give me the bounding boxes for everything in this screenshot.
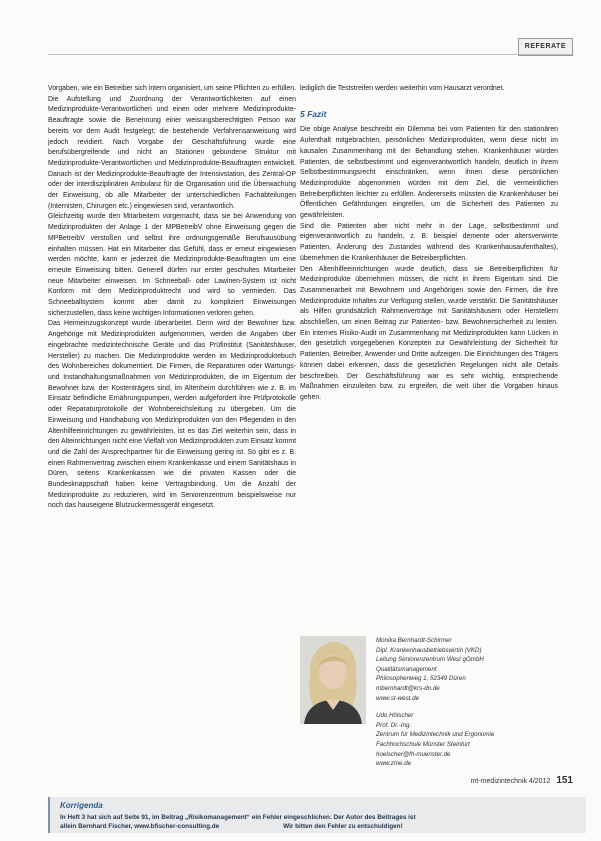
right-intro-paragraph: lediglich die Teststreifen werden weiterhin vom Hausarzt verordnet.	[300, 85, 505, 92]
section-heading-fazit: 5 Fazit	[300, 108, 327, 119]
right-paragraph-2: Sind die Patienten aber nicht mehr in der Lage, selbstbestimmt und eigenverantwortlich zu handeln, z. B. beispiel demente oder altersverwirrte Patienten, Änderung des Zustandes während des Krankenhausaufenthaltes), übernehmen die Krankenhäuser die Betreiberpflichten.	[300, 222, 558, 262]
left-paragraph-1: Vorgaben, wie ein Betreiber sich intern organisiert, um seine Pflichten zu erfüllen. Die Aufstellung und Zuordnung der Verantwortlichkeiten auf einen Medizinprodukte-Verantwortlichen und einen oder mehrere Medizinprodukte-Beauftragte sowie die Benennung einer weisungsberechtigten Person war bereits vor dem Audit festgelegt; die bestehende Verfahrensanweisung wird jedoch revidiert. Nach Vorgabe der Geschäftsführung wurde eine berufsübergreifende und nicht an Stationen gebundene Struktur mit Medizinprodukte-Verantwortlichen und Medizinprodukte-Beauftragten entwickelt. Danach ist der Medizinprodukte-Beauftragte der Intensivstation, des Zentral-OP oder der interdisziplinären Ambulanz für die Organisation und die Überwachung der Einweisung, ob alle Mitarbeiter der unterschiedlichen Fachabteilungen (Internisten, Chirurgen etc.) eingewiesen sind, verantwortlich.	[48, 85, 296, 210]
author-2-email: hoelscher@fh-muenster.de	[376, 750, 451, 758]
page-number: 151	[556, 775, 573, 786]
journal-name: mt-medizintechnik 4/2012	[470, 778, 551, 785]
left-column	[48, 84, 296, 512]
author-1-department: Qualitätsmanagement	[376, 665, 437, 673]
author-1-address: Philosophenweg 1, 52349 Düren	[376, 675, 466, 683]
author-1	[376, 636, 566, 703]
left-paragraph-2: Gleichzeitig wurde den Mitarbeitern vorgemacht, dass sie bei Anwendung von Medizinprodukten der Anlage 1 der MPBetreibV ohne Einweisung gegen die MPBetreibV verstoßen und selbst ihre ordnungsgemäße Berufsausübung einhalten müssen. Hat ein Mitarbeiter das Gefühl, dass er erneut eingewiesen werden möchte, kann er jederzeit die Medizinprodukte-Beauftragten um eine erneute Einweisung bitten. Generell dürfen nur erster geschultes Mitarbeiter neue Mitarbeiter einweisen. Im Schneeball- oder Lawinen-System ist nicht Konform mit dem Medizinproduktrecht und wird so vermieden. Das Schneeballsystem kommt aber damit zu kompliziert Einweisungen sicherzustellen, dass keine wichtigen Informationen verloren gehen.	[48, 213, 296, 317]
author-2-website: www.zme.de	[376, 760, 412, 768]
author-info	[376, 636, 566, 777]
right-paragraph-1: Die obige Analyse beschreibt ein Dilemma bei vom Patienten für den stationären Aufenthalt mitgebrachten, persönlichen Medizinprodukten, wenn diese nicht im kausalen Zusammenhang mit der Behandlung stehen. Krankenhäuser würden Patienten, die selbstbestimmt und eigenverantwortlich handeln, deutlich in ihrem Selbstbestimmungsrecht einschränken, wenn ihnen diese persönlichen Medizinprodukte abgenommen würden mit dem Ziel, die vermeintlichen Betreiberpflichten leichter zu erfüllen. Andererseits müssten die Krankenhäuser bei Öffentlichen Gefährdungen eingreifen, um die Sicherheit des Patienten zu gewährleisten.	[300, 126, 558, 220]
korrigenda-title: Korrigenda	[60, 801, 103, 810]
right-column	[300, 84, 558, 404]
korrigenda-text-line-1: In Heft 3 hat sich auf Seite 91, im Beitrag „Risikomanagement“ ein Fehler eingeschlichen. Der Autor des Beitrages ist	[60, 814, 416, 821]
author-portrait-icon	[300, 636, 366, 724]
page-footer	[471, 775, 573, 786]
author-photo	[300, 636, 366, 724]
author-2-name: Udo Hölscher	[376, 712, 414, 720]
author-2-department: Fachhochschule Münster Steinfurt	[376, 740, 470, 748]
author-1-position: Leitung Seniorenzentrum West gGmbH	[376, 656, 484, 664]
korrigenda-box	[48, 797, 586, 833]
author-2-title: Prof. Dr.-Ing.	[376, 721, 412, 729]
header-rule	[48, 54, 574, 55]
right-paragraph-3: Den Altenhilfeeinrichtungen wurde deutlich, dass sie Betreiberpflichten für Medizinprodukte übernehmen müssen, die nicht in ihrem Eigentum sind. Die Zusammenarbeit mit Bewohnern und Angehörigen sowie den Firmen, die ihre Medizinprodukte Inhaltes zur Verfügung stellen, wurde verstärkt. Die Sanitätshäuser als Hilfen grundsätzlich Rahmenverträge mit Sanitätshäusern oder Herstellern abschließen, um einen Beitrag zur Patienten- bzw. Bewohnersicherheit zu leisten. Ein internes Risiko-Audit im Zusammenhang mit Medizinprodukten kann Lücken in den gesetzlich vorgegebenen Konzepten zur Gewährleistung der Sicherheit für Patienten, Betreiber, Anwender und Dritte aufzeigen. Die Einrichtungen des Trägers können dabei erkennen, dass die gesetzlichen Regelungen nicht alle Details beschreiben. Der Geschäftsführung war es sehr wichtig, entsprechende Maßnahmen einzuleiten bzw. zu ergreifen, die weit über die Vorgaben hinaus gehen.	[300, 265, 558, 401]
section-label: REFERATE	[518, 38, 573, 56]
author-1-website: www.st-west.de	[376, 694, 419, 702]
author-1-name: Monika Bernhardt-Schirmer	[376, 637, 452, 644]
korrigenda-text-line-2: allein Bernhard Fischer, www.bfischer-consulting.de Wir bitten den Fehler zu entschuldigen!	[60, 823, 403, 830]
left-paragraph-3: Das Heimeinzugskonzept wurde überarbeitet. Denn wird der Bewohner bzw. Angehörige mit Medizinprodukten aufgenommen, werden die Angaben über eingebrachte medizintechnische Geräte und das Prüfinstitut (Sanitätshäuser, Hersteller) zu machen. Die Medizinprodukte werden im Medizinproduktebuch des Wohnbereiches dokumentiert. Die Firmen, die Reparaturen oder Wartungs- und Instandhaltungsmaßnahmen von Medizinprodukten, die im Eigentum der Bewohner bzw. der Kostenträgers sind, im Altenheim durchführen wie z. B. im Einsatz befindliche Ernährungspumpen, werden aufgefordert ihre Prüfprotokolle oder Reparaturprotokolle der Wohnbereichsleitung zu übergeben. Um die Einweisung und Handhabung von Medizinprodukten von den Pflegenden in den Altenhilfeeinrichtungen zu gewährleisten, ist es das Ziel weiterhin sein, dass in den Alteinrichtungen nicht eine Vielfalt von Medizinprodukten zum Einsatz kommt und die Zahl der Ansprechpartner für die Einweisung gering ist. So gibt es z. B. einen Rahmenvertrag zwischen einem Krankenkasse und einem Sanitätshaus in Düren, seitens Krankenkassen wie die privaten Kassen oder die Bundesknappschaft haben keine Vertragsbindung. Um die Anzahl der Medizinprodukte zu reduzieren, wird im Seniorenzentrum beispielsweise nur noch das hauseigene Blutzuckermessgerät eingesetzt.	[48, 320, 296, 510]
author-1-email: mbernhardt@krs-dn.de	[376, 684, 440, 692]
author-1-title: Dipl. Krankenhausbetriebswirtin (VKD)	[376, 646, 482, 654]
author-2-institution: Zentrum für Medizintechnik und Ergonomie	[376, 731, 495, 739]
author-2	[376, 711, 566, 769]
